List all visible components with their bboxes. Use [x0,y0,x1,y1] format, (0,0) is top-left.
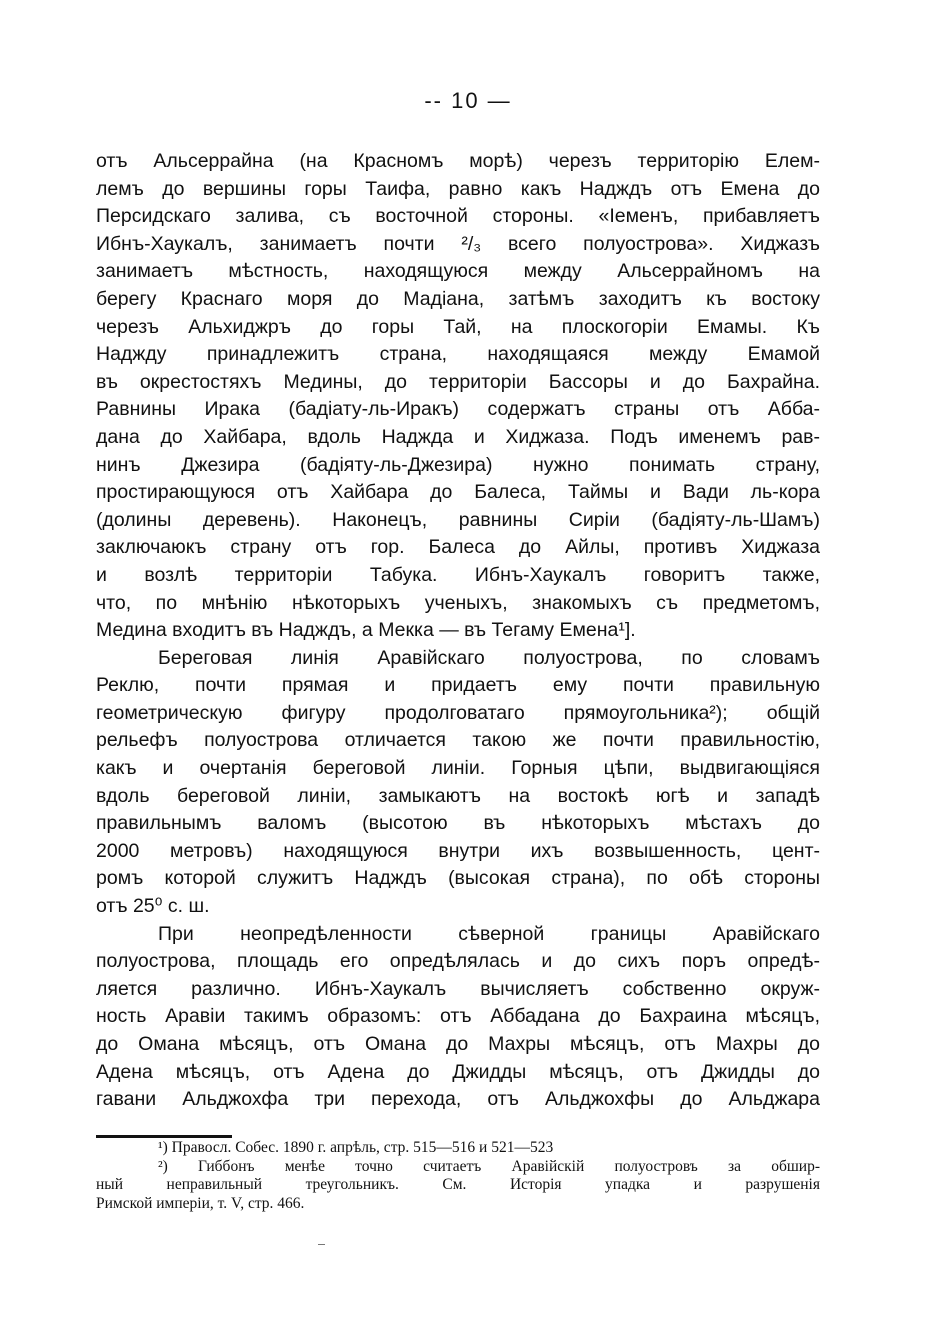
text-line: (долины деревень). Наконецъ, равнины Сиріи (бадіяту-ль-Шамъ) [96,508,820,531]
body-text [96,148,820,1114]
text-line: 2000 метровъ) находящуюся внутри ихъ возвышенность, цент- [96,839,820,862]
text-line: Ибнъ-Хаукалъ, занимаетъ почти ²/₃ всего полуострова». Хиджазъ [96,232,820,255]
text-line: Надждy принадлежитъ страна, находящаяся между Емамой [96,343,820,366]
print-speck [318,1244,325,1245]
text-line: Персидскаго залива, съ восточной стороны. «Іеменъ, прибавляетъ [96,205,820,228]
text-line: дана до Хайбара, вдоль Надждa и Хиджаза. Подъ именемъ рав- [96,425,820,448]
text-line: отъ 25⁰ с. ш. [96,895,210,918]
text-line: нинъ Джезира (бадіяту-ль-Джезира) нужно понимать страну, [96,453,820,476]
footnote-line: ²) Гиббонъ менѣе точно считаетъ Аравійскій полуостровъ за обшир- [158,1157,820,1175]
text-line: ность Аравіи такимъ образомъ: отъ Аббадана до Бахраина мѣсяцъ, [96,1005,820,1028]
footnote-divider [96,1135,232,1138]
text-line: ляется различно. Ибнъ-Хаукалъ вычисляетъ собственно окруж- [96,977,820,1000]
footnote-line: ¹) Правосл. Собес. 1890 г. апрѣль, стр. 515—516 и 521—523 [158,1139,554,1156]
text-line: Равнины Ирака (бадіату-ль-Иракъ) содержатъ страны отъ Абба- [96,398,820,421]
text-line: рельефъ полуострова отличается такою же почти правильностію, [96,729,820,752]
text-line: въ окрестостяхъ Медины, до территоріи Бассоры и до Бахрайна. [96,370,820,393]
text-line: и возлѣ территоріи Табука. Ибнъ-Хаукалъ говоритъ также, [96,563,820,586]
text-line: Медина входитъ въ Надждъ, а Мекка — въ Тегаму Емена¹]. [96,619,636,642]
text-line: ромъ которой служитъ Надждъ (высокая страна), по обѣ стороны [96,867,820,890]
text-line: берегу Краснаго моря до Мадіана, затѣмъ заходитъ къ востоку [96,287,820,310]
text-line: правильнымъ валомъ (высотою въ нѣкоторыхъ мѣстахъ до [96,812,820,835]
footnote-line: Римской имперіи, т. V, стр. 466. [96,1194,305,1212]
text-line: отъ Альсеррайна (на Красномъ морѣ) черезъ территорію Елем- [96,150,820,172]
text-line: до Омана мѣсяцъ, отъ Омана до Махры мѣсяцъ, отъ Махры до [96,1033,820,1055]
footnote-line: ный неправильный треугольникъ. См. Исторія упадка и разрушенія [96,1176,820,1193]
text-line: занимаетъ мѣстность, находящуюся между Альсеррайномъ на [96,260,820,283]
text-line: простирающуюся отъ Хайбара до Балеса, Таймы и Вади ль-кора [96,481,820,504]
page-number: -- 10 — [424,88,512,113]
text-line: черезъ Альхиджръ до горы Тай, на плоскогоріи Емамы. Къ [96,315,820,338]
footnotes [96,1139,820,1213]
text-line: заключаюкъ страну отъ гор. Балеса до Айлы, противъ Хиджаза [96,536,820,559]
text-line: лемъ до вершины горы Таифа, равно какъ Надждъ отъ Емена до [96,177,820,200]
text-line: геометрическую фигуру продолговатаго прямоугольника²); общій [96,701,820,724]
text-line: Реклю, почти прямая и придаетъ ему почти правильную [96,674,820,697]
text-line: Береговая линія Аравійскаго полуострова, по словамъ [158,646,820,669]
text-line: что, по мнѣнію нѣкоторыхъ ученыхъ, знакомыхъ съ предметомъ, [96,591,820,614]
text-line: вдоль береговой линіи, замыкаютъ на востокѣ югѣ и западѣ [96,784,820,807]
text-line: При неопредѣленности сѣверной границы Аравійскаго [158,922,820,945]
text-line: Адена мѣсяцъ, отъ Адена до Джидды мѣсяцъ, отъ Джидды до [96,1060,820,1083]
text-line: полуострова, площадь его опредѣлялась и до сихъ поръ опредѣ- [96,950,820,973]
text-line: какъ и очертанія береговой линіи. Горныя цѣпи, выдвигающіяся [96,757,820,780]
text-line: гавани Альджохфа три перехода, отъ Альджохфы до Альджара [96,1088,820,1111]
